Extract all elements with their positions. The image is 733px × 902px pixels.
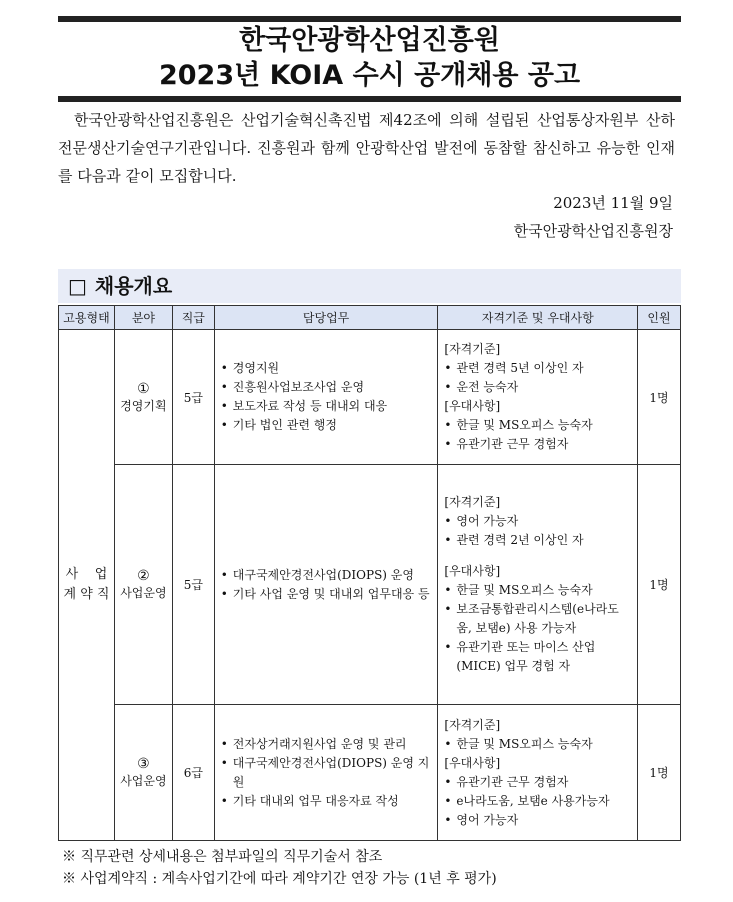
- field-cell: [114, 465, 172, 705]
- duty-item: • 대구국제안경전사업(DIOPS) 운영: [221, 566, 432, 585]
- table-row: [59, 330, 681, 465]
- duty-item: • 보도자료 작성 등 대내외 대응: [221, 397, 432, 416]
- footnotes: [62, 846, 497, 890]
- field-cell: [114, 705, 172, 841]
- duty-item: • 진흥원사업보조사업 운영: [221, 378, 432, 397]
- section-title: 채용개요: [94, 274, 173, 298]
- checkbox-square-icon: □: [68, 274, 87, 298]
- requirements-label: [자격기준]: [444, 717, 501, 732]
- title-line-1: 한국안광학산업진흥원: [239, 25, 500, 56]
- header-duties: 담당업무: [214, 306, 438, 330]
- preference-item: • 영어 가능자: [444, 811, 631, 830]
- title-line-2: 2023년 KOIA 수시 공개채용 공고: [158, 60, 581, 91]
- requirement-item: • 운전 능숙자: [444, 378, 631, 397]
- signer: 한국안광학산업진흥원장: [513, 222, 673, 240]
- header-employment-type: 고용형태: [59, 306, 115, 330]
- field-number: ②: [137, 568, 150, 584]
- headcount-cell: 1명: [638, 705, 681, 841]
- preference-item: • 한글 및 MS오피스 능숙자: [444, 416, 631, 435]
- table-header-row: [59, 306, 681, 330]
- section-header: [58, 269, 681, 303]
- header-grade: 직급: [172, 306, 214, 330]
- header-headcount: 인원: [638, 306, 681, 330]
- preferences-label: [우대사항]: [444, 564, 501, 578]
- field-name: 사업운영: [120, 774, 167, 788]
- duties-cell: [214, 465, 438, 705]
- grade-cell: 6급: [172, 705, 214, 841]
- duty-item: • 전자상거래지원사업 운영 및 관리: [221, 735, 432, 754]
- field-cell: [114, 330, 172, 465]
- preference-item: • 보조금통합관리시스템(e나라도움, 보탬e) 사용 가능자: [444, 600, 631, 638]
- requirement-item: • 관련 경력 5년 이상인 자: [444, 359, 631, 378]
- duties-cell: [214, 705, 438, 841]
- requirement-item: • 한글 및 MS오피스 능숙자: [444, 735, 631, 754]
- announcement-date: 2023년 11월 9일: [553, 194, 673, 212]
- preferences-label: [우대사항]: [444, 755, 501, 770]
- headcount-cell: 1명: [638, 465, 681, 705]
- grade-cell: 5급: [172, 465, 214, 705]
- employment-type-line-1: 사 업: [65, 567, 108, 582]
- header-qualifications: 자격기준 및 우대사항: [438, 306, 638, 330]
- preference-item: • 유관기관 또는 마이스 산업(MICE) 업무 경험 자: [444, 638, 631, 676]
- footnote: ※ 직무관련 상세내용은 첨부파일의 직무기술서 참조: [62, 849, 383, 865]
- preference-item: • 한글 및 MS오피스 능숙자: [444, 581, 631, 600]
- requirement-item: • 관련 경력 2년 이상인 자: [444, 531, 631, 550]
- preference-item: • 유관기관 근무 경험자: [444, 435, 631, 454]
- header-field: 분야: [114, 306, 172, 330]
- field-name: 사업운영: [120, 586, 167, 600]
- qualifications-cell: [438, 465, 638, 705]
- intro-paragraph: 한국안광학산업진흥원은 산업기술혁신촉진법 제42조에 의해 설립된 산업통상자원부 산하 전문생산기술연구기관입니다. 진흥원과 함께 안광학산업 발전에 동참할 참신하고 유능한 인재를 다음과 같이 모집합니다.: [58, 111, 675, 185]
- qualifications-cell: [438, 705, 638, 841]
- recruitment-table: [58, 305, 681, 841]
- headcount-cell: 1명: [638, 330, 681, 465]
- duty-item: • 기타 대내외 업무 대응자료 작성: [221, 792, 432, 811]
- duty-item: • 기타 법인 관련 행정: [221, 416, 432, 435]
- duty-item: • 경영지원: [221, 359, 432, 378]
- employment-type-cell: [59, 330, 115, 841]
- duty-item: • 대구국제안경전사업(DIOPS) 운영 지원: [221, 754, 432, 792]
- requirements-label: [자격기준]: [444, 495, 501, 509]
- requirements-label: [자격기준]: [444, 342, 501, 356]
- qualifications-cell: [438, 330, 638, 465]
- top-rule: [58, 16, 681, 22]
- table-row: [59, 705, 681, 841]
- requirement-item: • 영어 가능자: [444, 512, 631, 531]
- duty-item: • 기타 사업 운영 및 대내외 업무대응 등: [221, 585, 432, 604]
- duties-cell: [214, 330, 438, 465]
- grade-cell: 5급: [172, 330, 214, 465]
- footnote: ※ 사업계약직 : 계속사업기간에 따라 계약기간 연장 가능 (1년 후 평가): [62, 871, 497, 887]
- field-number: ③: [137, 756, 150, 772]
- employment-type-line-2: 계 약 직: [63, 587, 110, 602]
- field-number: ①: [137, 380, 150, 397]
- field-name: 경영기획: [120, 398, 167, 413]
- preference-item: • e나라도움, 보탬e 사용가능자: [444, 792, 631, 811]
- preferences-label: [우대사항]: [444, 399, 501, 413]
- preference-item: • 유관기관 근무 경험자: [444, 773, 631, 792]
- title-underline: [58, 96, 681, 102]
- table-row: [59, 465, 681, 705]
